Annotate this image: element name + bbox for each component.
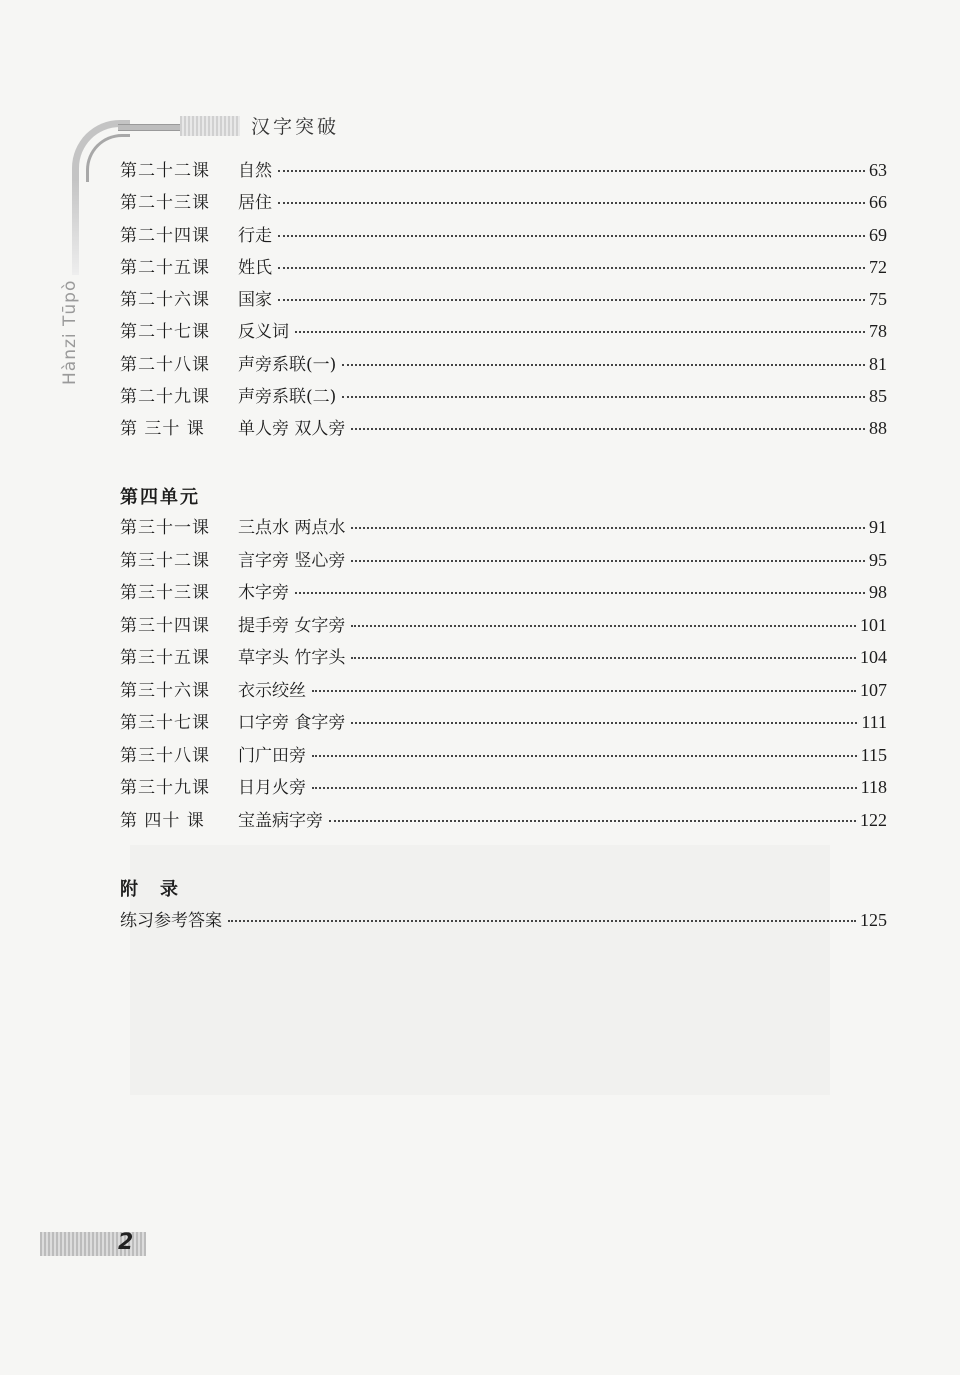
footer-page-number: 2 bbox=[118, 1230, 134, 1255]
toc-row[interactable] bbox=[120, 708, 887, 740]
lesson-number: 第二十七课 bbox=[120, 322, 210, 342]
running-header-title: 汉字突破 bbox=[251, 116, 340, 138]
lesson-number: 第二十四课 bbox=[120, 226, 210, 246]
dot-leader bbox=[228, 919, 856, 922]
toc-row[interactable] bbox=[120, 773, 887, 805]
page-number: 66 bbox=[869, 192, 887, 212]
dot-leader bbox=[351, 559, 865, 562]
toc-row[interactable] bbox=[120, 188, 887, 220]
lesson-topic: 宝盖病字旁 bbox=[238, 811, 323, 831]
header-decoration-block bbox=[180, 116, 240, 136]
lesson-topic: 国家 bbox=[238, 290, 272, 310]
dot-leader bbox=[312, 786, 857, 789]
lesson-number: 第三十七课 bbox=[120, 713, 210, 733]
toc-row[interactable] bbox=[120, 317, 887, 349]
lesson-topic: 自然 bbox=[238, 161, 272, 181]
dot-leader bbox=[312, 754, 857, 757]
page-number: 115 bbox=[860, 745, 887, 765]
lesson-topic: 门广田旁 bbox=[238, 746, 306, 766]
toc-row[interactable] bbox=[120, 414, 887, 446]
lesson-number: 第二十二课 bbox=[120, 161, 210, 181]
lesson-topic: 口字旁 食字旁 bbox=[238, 713, 346, 733]
toc-row[interactable] bbox=[120, 382, 887, 414]
lesson-number: 第二十八课 bbox=[120, 355, 210, 375]
page-number: 81 bbox=[869, 354, 887, 374]
lesson-number: 第三十五课 bbox=[120, 648, 210, 668]
lesson-topic: 居住 bbox=[238, 193, 272, 213]
lesson-topic: 声旁系联(一) bbox=[238, 355, 337, 375]
side-pinyin-text: Hànzi Tūpò bbox=[60, 279, 80, 385]
dot-leader bbox=[351, 526, 865, 529]
lesson-topic: 木字旁 bbox=[238, 583, 289, 603]
lesson-topic: 反义词 bbox=[238, 322, 289, 342]
page-number: 118 bbox=[860, 777, 887, 797]
toc-row[interactable] bbox=[120, 676, 887, 708]
page-number: 125 bbox=[860, 910, 887, 930]
dot-leader bbox=[278, 169, 865, 172]
lesson-topic: 行走 bbox=[238, 226, 272, 246]
page-number: 72 bbox=[869, 257, 887, 277]
lesson-topic: 姓氏 bbox=[238, 258, 272, 278]
bleed-through-shade bbox=[130, 845, 830, 1095]
page-number: 78 bbox=[869, 321, 887, 341]
lesson-number: 第三十六课 bbox=[120, 681, 210, 701]
dot-leader bbox=[278, 298, 865, 301]
dot-leader bbox=[351, 656, 856, 659]
toc-row[interactable] bbox=[120, 285, 887, 317]
page-number: 88 bbox=[869, 418, 887, 438]
page-number: 122 bbox=[860, 810, 887, 830]
appendix-topic: 练习参考答案 bbox=[120, 911, 222, 931]
lesson-number: 第三十九课 bbox=[120, 778, 210, 798]
section-title-unit4: 第四单元 bbox=[120, 487, 200, 508]
page-number: 69 bbox=[869, 225, 887, 245]
dot-leader bbox=[278, 201, 865, 204]
page-number: 75 bbox=[869, 289, 887, 309]
toc-row[interactable] bbox=[120, 221, 887, 253]
dot-leader bbox=[351, 624, 856, 627]
page-number: 98 bbox=[869, 582, 887, 602]
lesson-number: 第 四十 课 bbox=[120, 811, 205, 831]
page-number: 107 bbox=[860, 680, 887, 700]
dot-leader bbox=[295, 591, 865, 594]
toc-row[interactable] bbox=[120, 546, 887, 578]
toc-row[interactable] bbox=[120, 611, 887, 643]
page-number: 104 bbox=[860, 647, 887, 667]
dot-leader bbox=[329, 819, 856, 822]
lesson-topic: 衣示绞丝 bbox=[238, 681, 306, 701]
toc-row[interactable] bbox=[120, 156, 887, 188]
header-decoration-vertical bbox=[72, 180, 79, 275]
page-number: 95 bbox=[869, 550, 887, 570]
lesson-number: 第二十五课 bbox=[120, 258, 210, 278]
page-number: 111 bbox=[861, 712, 887, 732]
toc-row[interactable] bbox=[120, 906, 887, 938]
dot-leader bbox=[351, 721, 857, 724]
lesson-number: 第三十三课 bbox=[120, 583, 210, 603]
toc-row[interactable] bbox=[120, 741, 887, 773]
page-number: 91 bbox=[869, 517, 887, 537]
lesson-number: 第二十三课 bbox=[120, 193, 210, 213]
lesson-number: 第三十二课 bbox=[120, 551, 210, 571]
lesson-topic: 提手旁 女字旁 bbox=[238, 616, 346, 636]
dot-leader bbox=[312, 689, 856, 692]
page-number: 85 bbox=[869, 386, 887, 406]
lesson-number: 第三十八课 bbox=[120, 746, 210, 766]
lesson-number: 第 三十 课 bbox=[120, 419, 205, 439]
dot-leader bbox=[278, 234, 865, 237]
lesson-topic: 声旁系联(二) bbox=[238, 387, 337, 407]
dot-leader bbox=[342, 363, 865, 366]
page-number: 63 bbox=[869, 160, 887, 180]
section-title-appendix: 附 录 bbox=[120, 879, 180, 900]
lesson-number: 第三十一课 bbox=[120, 518, 210, 538]
toc-row[interactable] bbox=[120, 578, 887, 610]
toc-row[interactable] bbox=[120, 253, 887, 285]
toc-row[interactable] bbox=[120, 513, 887, 545]
lesson-number: 第二十六课 bbox=[120, 290, 210, 310]
lesson-topic: 言字旁 竖心旁 bbox=[238, 551, 346, 571]
dot-leader bbox=[295, 330, 865, 333]
page-number: 101 bbox=[860, 615, 887, 635]
lesson-topic: 草字头 竹字头 bbox=[238, 648, 346, 668]
dot-leader bbox=[342, 395, 865, 398]
lesson-topic: 日月火旁 bbox=[238, 778, 306, 798]
toc-row[interactable] bbox=[120, 643, 887, 675]
toc-row[interactable] bbox=[120, 350, 887, 382]
dot-leader bbox=[278, 266, 865, 269]
toc-row[interactable] bbox=[120, 806, 887, 838]
lesson-topic: 单人旁 双人旁 bbox=[238, 419, 346, 439]
lesson-number: 第二十九课 bbox=[120, 387, 210, 407]
dot-leader bbox=[351, 427, 865, 430]
lesson-topic: 三点水 两点水 bbox=[238, 518, 346, 538]
lesson-number: 第三十四课 bbox=[120, 616, 210, 636]
